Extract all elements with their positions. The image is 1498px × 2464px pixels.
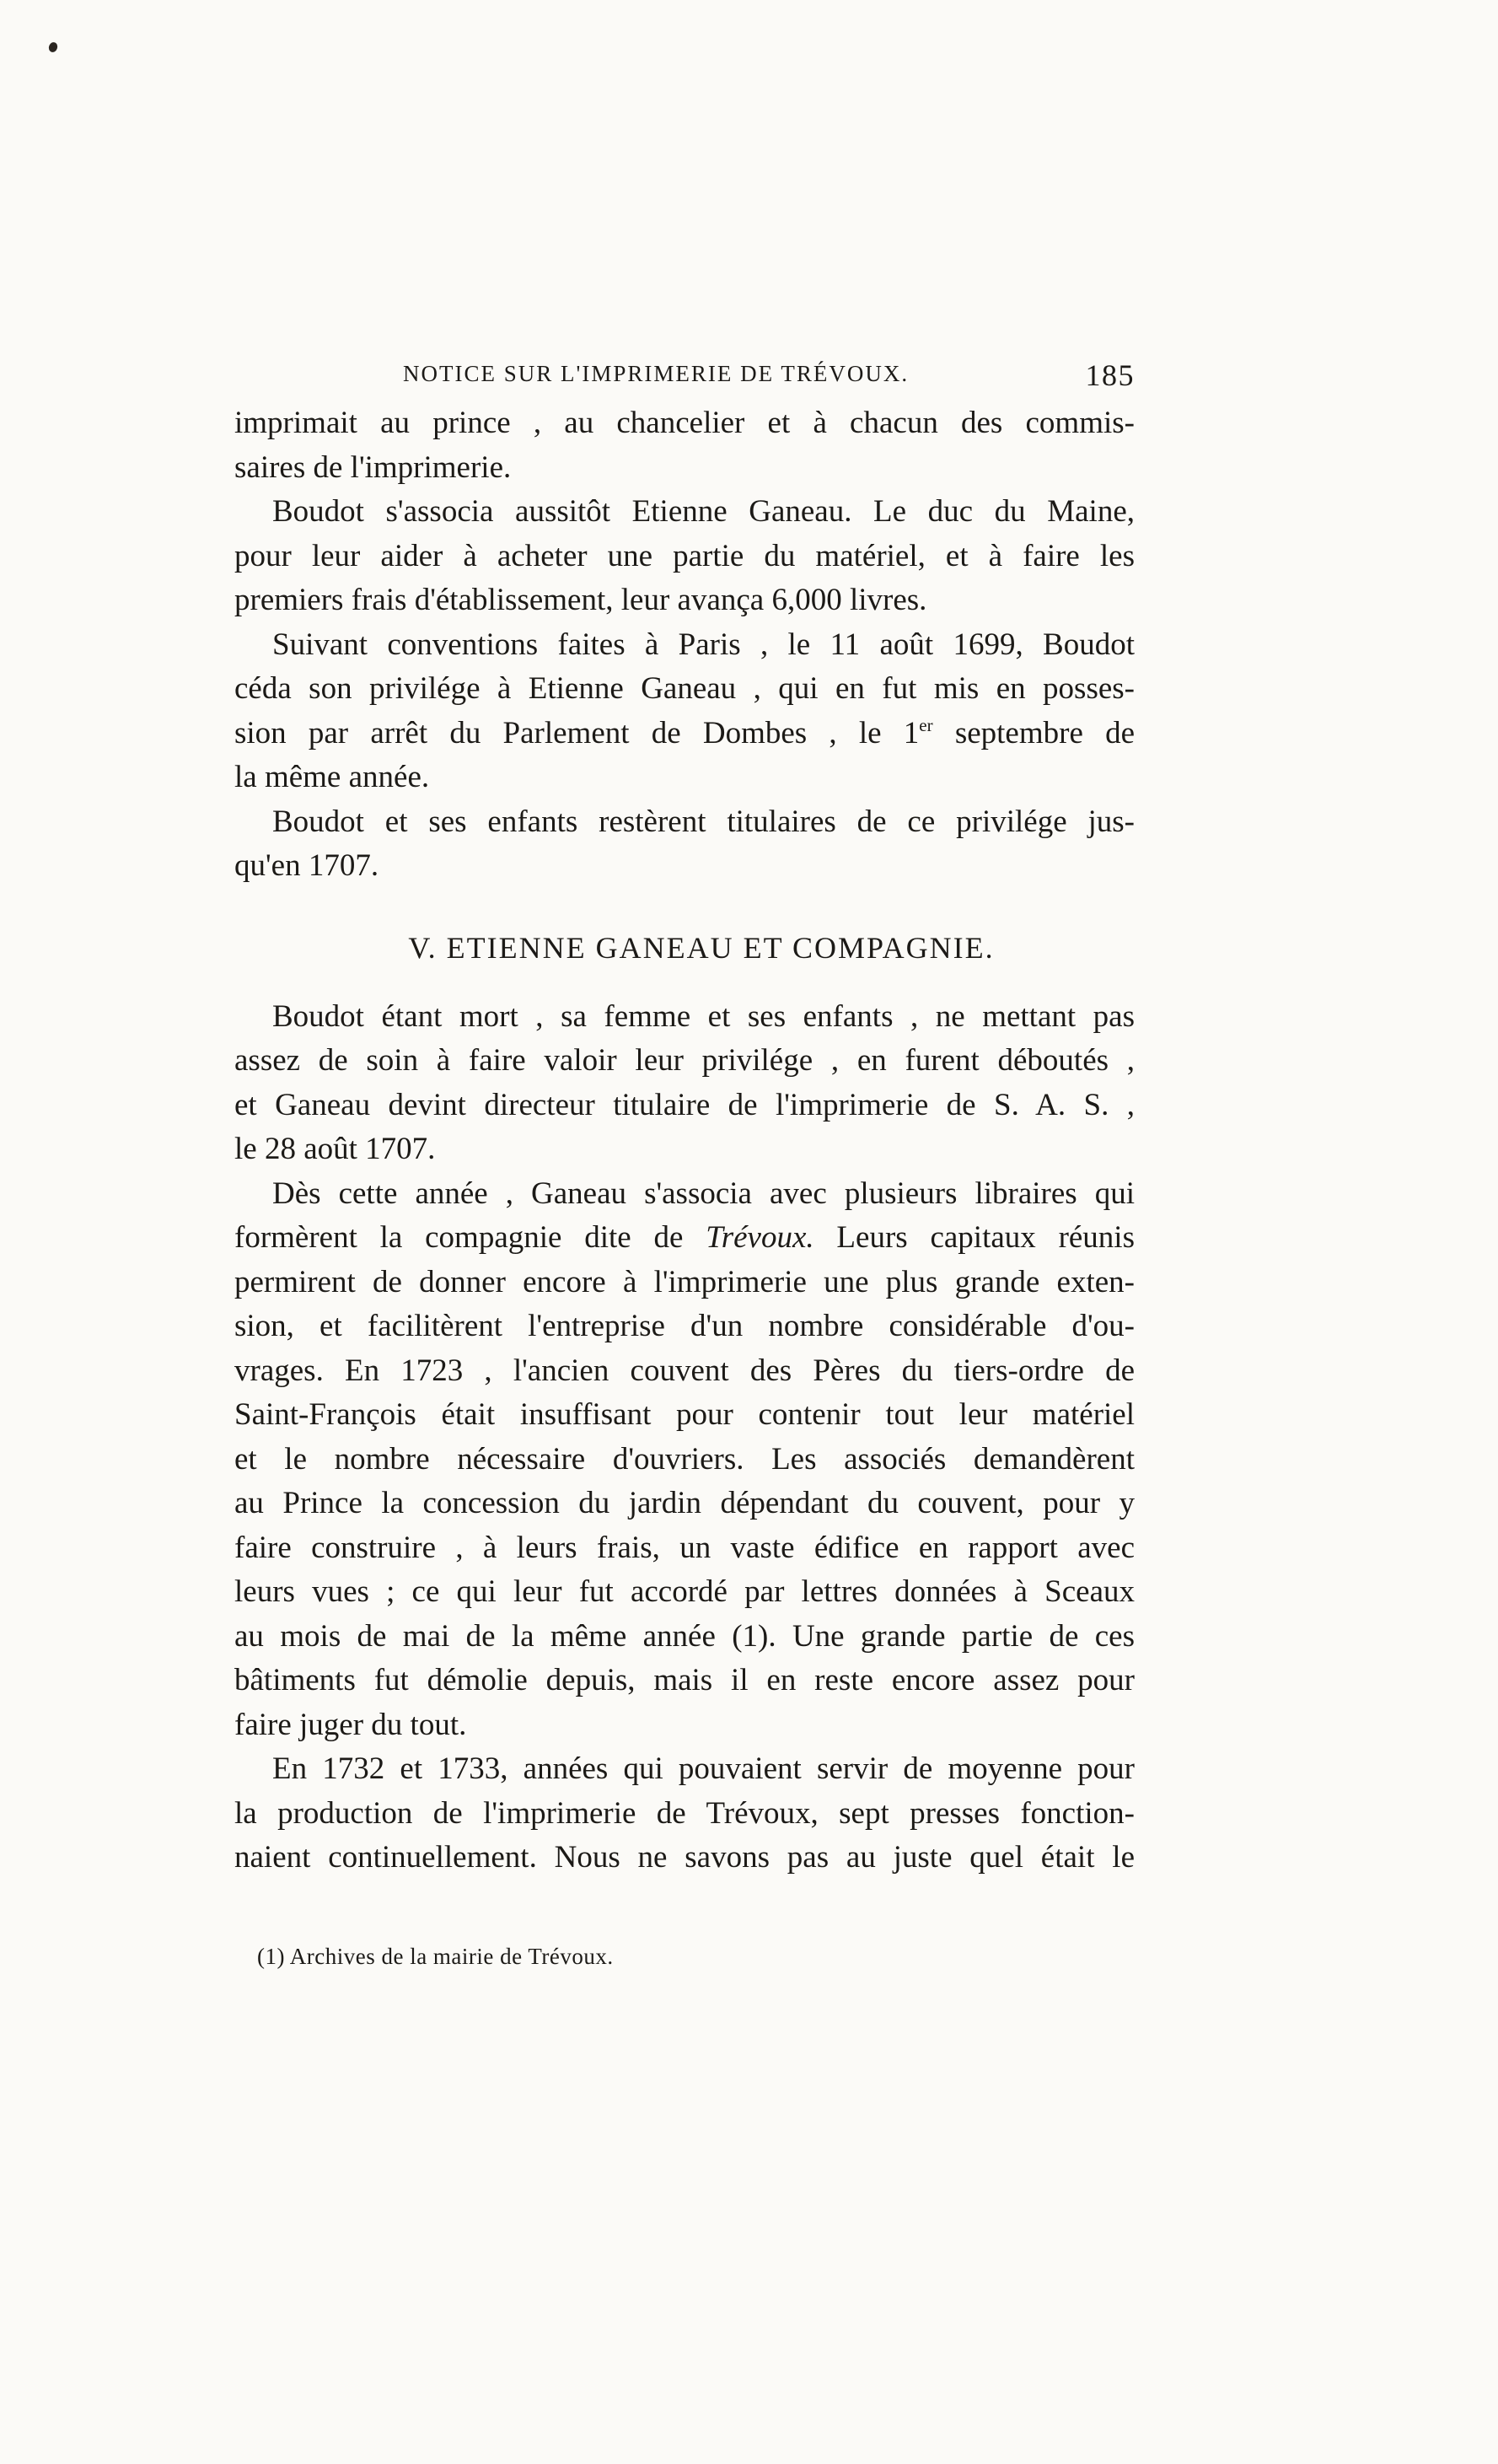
paragraph-5 <box>234 995 1135 1172</box>
italic-title: Trévoux. <box>706 1220 814 1255</box>
text-line: la même année. <box>234 760 430 794</box>
text-run: Leurs capitaux réunis <box>813 1220 1135 1255</box>
paragraph-3 <box>234 623 1135 800</box>
section-heading: V. ETIENNE GANEAU ET COMPAGNIE. <box>408 930 995 965</box>
text-line: et Ganeau devint directeur titulaire de l'imprimerie de S. A. S. , <box>234 1087 1135 1122</box>
running-head <box>234 354 1135 401</box>
text-line: la production de l'imprimerie de Trévoux, sept presses fonction- <box>234 1795 1135 1831</box>
paragraph-1 <box>234 401 1135 490</box>
text-line: pour leur aider à acheter une partie du matériel, et à faire les <box>234 538 1135 573</box>
text-line: au Prince la concession du jardin dépendant du couvent, pour y <box>234 1486 1135 1520</box>
text-line <box>234 712 1135 756</box>
text-line: Saint-François était insuffisant pour contenir tout leur matériel <box>234 1397 1135 1432</box>
text-line: naient continuellement. Nous ne savons pas au juste quel était le <box>234 1840 1135 1875</box>
footnote: (1) Archives de la mairie de Trévoux. <box>257 1944 614 1969</box>
text-line: qu'en 1707. <box>234 848 379 883</box>
text-line <box>234 1216 1135 1261</box>
page-number: 185 <box>1085 358 1135 392</box>
text-run: formèrent la compagnie dite de <box>234 1220 706 1255</box>
text-line: assez de soin à faire valoir leur privilége , en furent déboutés , <box>234 1043 1135 1078</box>
text-line: Boudot et ses enfants restèrent titulaires de ce privilége jus- <box>272 804 1135 839</box>
superscript: er <box>919 714 933 735</box>
text-run: sion par arrêt du Parlement de Dombes , le 1 <box>234 715 920 750</box>
paragraph-6 <box>234 1172 1135 1748</box>
paragraph-2 <box>234 490 1135 623</box>
text-run: septembre de <box>932 715 1135 750</box>
text-line: Boudot s'associa aussitôt Etienne Ganeau. Le duc du Maine, <box>272 494 1135 529</box>
text-line: premiers frais d'établissement, leur avança 6,000 livres. <box>234 583 927 617</box>
ink-speck <box>47 41 59 54</box>
text-line: vrages. En 1723 , l'ancien couvent des Pères du tiers-ordre de <box>234 1353 1135 1388</box>
text-line: et le nombre nécessaire d'ouvriers. Les associés demandèrent <box>234 1441 1135 1477</box>
text-line: faire juger du tout. <box>234 1707 467 1742</box>
text-line: au mois de mai de la même année (1). Une grande partie de ces <box>234 1618 1135 1654</box>
text-line: le 28 août 1707. <box>234 1132 436 1166</box>
text-line: Suivant conventions faites à Paris , le 11 août 1699, Boudot <box>272 627 1135 662</box>
text-line: Dès cette année , Ganeau s'associa avec plusieurs libraires qui <box>272 1176 1135 1211</box>
text-line: permirent de donner encore à l'imprimerie une plus grande exten- <box>234 1264 1135 1299</box>
text-block <box>234 354 1135 1880</box>
text-line: saires de l'imprimerie. <box>234 449 512 485</box>
running-title: NOTICE SUR L'IMPRIMERIE DE TRÉVOUX. <box>403 361 910 386</box>
text-line: faire construire , à leurs frais, un vaste édifice en rapport avec <box>234 1530 1135 1565</box>
paragraph-4 <box>234 800 1135 889</box>
text-line: En 1732 et 1733, années qui pouvaient servir de moyenne pour <box>272 1751 1135 1786</box>
text-line: imprimait au prince , au chancelier et à chacun des commis- <box>234 406 1135 440</box>
text-line: céda son privilége à Etienne Ganeau , qui en fut mis en posses- <box>234 671 1135 706</box>
text-line: Boudot étant mort , sa femme et ses enfants , ne mettant pas <box>272 998 1135 1034</box>
text-line: bâtiments fut démolie depuis, mais il en reste encore assez pour <box>234 1663 1135 1697</box>
text-line: sion, et facilitèrent l'entreprise d'un nombre considérable d'ou- <box>234 1309 1135 1343</box>
paragraph-7 <box>234 1747 1135 1880</box>
text-line: leurs vues ; ce qui leur fut accordé par lettres données à Sceaux <box>234 1574 1135 1609</box>
